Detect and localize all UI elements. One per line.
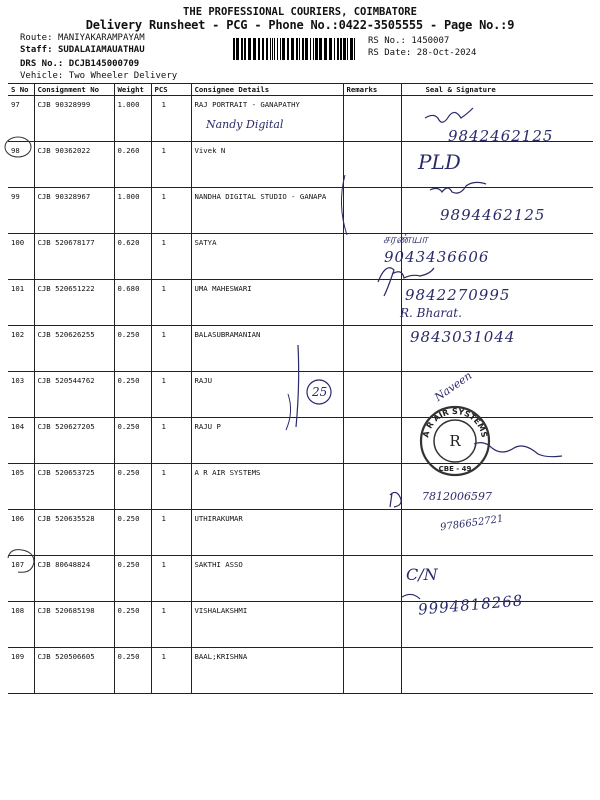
cell-sno: 103	[8, 372, 34, 418]
handwritten-phone: 9842462125	[448, 127, 554, 145]
cell-consignment: CJB 90362022	[34, 142, 114, 188]
cell-consignee: VISHALAKSHMI	[191, 602, 343, 648]
handwritten-name: சரண்யா	[383, 232, 428, 246]
cell-remarks	[343, 464, 401, 510]
cell-weight: 0.250	[114, 418, 151, 464]
barcode-bar	[354, 38, 355, 60]
route-value: MANIYAKARAMPAYAM	[57, 33, 145, 43]
cell-remarks	[343, 510, 401, 556]
cell-pcs: 1	[151, 510, 191, 556]
circled-number: 25	[312, 385, 328, 399]
staff-line: Staff: SUDALAIAMAUATHAU	[20, 45, 145, 55]
barcode-bar	[272, 38, 273, 60]
cell-consignment: CJB 90328999	[34, 96, 114, 142]
cell-consignee: SAKTHI ASSO	[191, 556, 343, 602]
cell-consignment: CJB 520653725	[34, 464, 114, 510]
barcode-bar	[244, 38, 246, 60]
cell-pcs: 1	[151, 188, 191, 234]
cell-sno: 102	[8, 326, 34, 372]
cell-remarks	[343, 418, 401, 464]
cell-pcs: 1	[151, 648, 191, 694]
cell-pcs: 1	[151, 602, 191, 648]
barcode-bar	[340, 38, 342, 60]
cell-consignment: CJB 520544762	[34, 372, 114, 418]
handwritten-phone: 9994818268	[417, 591, 525, 619]
col-pcs: PCS	[151, 84, 191, 96]
cell-weight: 0.250	[114, 372, 151, 418]
cell-consignee: RAJU	[191, 372, 343, 418]
barcode-bar	[233, 38, 235, 60]
col-consignment: Consignment No	[34, 84, 114, 96]
handwritten-note: C/N	[406, 565, 438, 584]
cell-remarks	[343, 96, 401, 142]
handwritten-phone: 9043436606	[384, 248, 490, 266]
cell-sno: 107	[8, 556, 34, 602]
col-sno: S No	[8, 84, 34, 96]
barcode-bar	[241, 38, 243, 60]
cell-sno: 108	[8, 602, 34, 648]
handwritten-phone: 9894462125	[440, 206, 546, 224]
barcode-bar	[277, 38, 278, 60]
barcode-bar	[258, 38, 260, 60]
barcode-bar	[299, 38, 300, 60]
cell-weight: 0.250	[114, 648, 151, 694]
cell-weight: 0.680	[114, 280, 151, 326]
cell-consignment: CJB 520626255	[34, 326, 114, 372]
cell-consignment: CJB 80648824	[34, 556, 114, 602]
barcode-bar	[282, 38, 285, 60]
handwritten-note: PLD	[418, 150, 461, 174]
cell-weight: 0.250	[114, 464, 151, 510]
handwritten-note: Naveen	[432, 368, 475, 405]
cell-sno: 100	[8, 234, 34, 280]
cell-sno: 106	[8, 510, 34, 556]
cell-pcs: 1	[151, 372, 191, 418]
staff-value: SUDALAIAMAUATHAU	[57, 45, 145, 55]
cell-pcs: 1	[151, 142, 191, 188]
cell-pcs: 1	[151, 418, 191, 464]
barcode	[233, 38, 357, 60]
cell-consignee: UMA MAHESWARI	[191, 280, 343, 326]
cell-weight: 0.620	[114, 234, 151, 280]
cell-consignee: A R AIR SYSTEMS	[191, 464, 343, 510]
handwritten-phone: 9786652721	[439, 513, 505, 534]
cell-weight: 0.250	[114, 510, 151, 556]
rs-no-value: 1450007	[411, 36, 450, 46]
cell-consignment: CJB 520678177	[34, 234, 114, 280]
cell-weight: 0.250	[114, 326, 151, 372]
rs-date-line: RS Date: 28-Oct-2024	[368, 48, 477, 58]
barcode-bar	[343, 38, 346, 60]
cell-remarks	[343, 648, 401, 694]
cell-sno: 109	[8, 648, 34, 694]
barcode-bar	[253, 38, 256, 60]
cell-sno: 105	[8, 464, 34, 510]
cell-sno: 97	[8, 96, 34, 142]
cell-sno: 98	[8, 142, 34, 188]
cell-consignment: CJB 520506605	[34, 648, 114, 694]
cell-weight: 0.250	[114, 602, 151, 648]
cell-weight: 1.000	[114, 96, 151, 142]
cell-remarks	[343, 280, 401, 326]
table-row	[8, 234, 593, 280]
cell-pcs: 1	[151, 556, 191, 602]
cell-pcs: 1	[151, 464, 191, 510]
company-title: THE PROFESSIONAL COURIERS, COIMBATORE	[183, 6, 417, 18]
barcode-bar	[315, 38, 318, 60]
barcode-bar	[313, 38, 314, 60]
barcode-bar	[280, 38, 281, 60]
handwritten-phone: 7812006597	[422, 490, 492, 503]
cell-sno: 104	[8, 418, 34, 464]
cell-consignee: BALASUBRAMANIAN	[191, 326, 343, 372]
cell-signature	[401, 648, 593, 694]
vehicle-line: Vehicle: Two Wheeler Delivery	[20, 71, 178, 81]
handwritten-name: R. Bharat.	[400, 306, 462, 320]
barcode-bar	[347, 38, 348, 60]
col-weight: Weight	[114, 84, 151, 96]
cell-weight: 0.250	[114, 556, 151, 602]
seal-center: R	[449, 432, 461, 450]
cell-pcs: 1	[151, 280, 191, 326]
cell-remarks	[343, 556, 401, 602]
cell-consignee: UTHIRAKUMAR	[191, 510, 343, 556]
barcode-bar	[329, 38, 332, 60]
cell-remarks	[343, 326, 401, 372]
drs-value: DCJB145000709	[68, 59, 140, 69]
cell-consignment: CJB 520685198	[34, 602, 114, 648]
table-row	[8, 418, 593, 464]
table-row	[8, 648, 593, 694]
cell-pcs: 1	[151, 96, 191, 142]
barcode-bar	[236, 38, 239, 60]
barcode-bar	[334, 38, 335, 60]
barcode-bar	[287, 38, 289, 60]
table-row	[8, 510, 593, 556]
cell-pcs: 1	[151, 234, 191, 280]
col-consignee: Consignee Details	[191, 84, 343, 96]
cell-consignment: CJB 520627205	[34, 418, 114, 464]
table-header-row	[8, 84, 593, 96]
barcode-bar	[319, 38, 322, 60]
barcode-bar	[270, 38, 271, 60]
barcode-bar	[305, 38, 308, 60]
cell-consignee: RAJ PORTRAIT - GANAPATHY	[191, 96, 343, 142]
barcode-bar	[350, 38, 353, 60]
route-line: Route: MANIYAKARAMPAYAM	[20, 33, 145, 43]
cell-weight: 0.260	[114, 142, 151, 188]
barcode-bar	[302, 38, 304, 60]
cell-consignee: Vivek N	[191, 142, 343, 188]
barcode-bar	[266, 38, 268, 60]
barcode-bar	[262, 38, 264, 60]
cell-consignment: CJB 90328967	[34, 188, 114, 234]
cell-consignment: CJB 520651222	[34, 280, 114, 326]
table-row	[8, 142, 593, 188]
barcode-bar	[248, 38, 251, 60]
barcode-bar	[337, 38, 339, 60]
cell-consignee: RAJU P	[191, 418, 343, 464]
barcode-bar	[274, 38, 275, 60]
seal-bottom: CBE - 49	[438, 465, 472, 473]
handwritten-note: Nandy Digital	[206, 118, 284, 131]
table-row	[8, 372, 593, 418]
cell-remarks	[343, 602, 401, 648]
cell-sno: 99	[8, 188, 34, 234]
cell-remarks	[343, 142, 401, 188]
handwritten-phone: 9842270995	[405, 286, 511, 304]
vehicle-value: Two Wheeler Delivery	[68, 71, 178, 81]
cell-pcs: 1	[151, 326, 191, 372]
seal-text: A R AIR SYSTEMS	[421, 406, 489, 439]
cell-consignee: BAAL;KRISHNA	[191, 648, 343, 694]
cell-weight: 1.000	[114, 188, 151, 234]
barcode-bar	[291, 38, 294, 60]
barcode-bar	[310, 38, 311, 60]
cell-consignee: SATYA	[191, 234, 343, 280]
rs-date-value: 28-Oct-2024	[416, 48, 477, 58]
runsheet-subtitle: Delivery Runsheet - PCG - Phone No.:0422-3505555 - Page No.:9	[85, 18, 515, 32]
cell-remarks	[343, 188, 401, 234]
cell-consignment: CJB 520635528	[34, 510, 114, 556]
col-signature: Seal & Signature	[401, 84, 593, 96]
cell-sno: 101	[8, 280, 34, 326]
table-row	[8, 464, 593, 510]
company-seal	[418, 404, 492, 478]
col-remarks: Remarks	[343, 84, 401, 96]
barcode-bar	[296, 38, 298, 60]
cell-consignee: NANDHA DIGITAL STUDIO - GANAPA	[191, 188, 343, 234]
handwritten-phone: 9843031044	[410, 328, 516, 346]
cell-remarks	[343, 372, 401, 418]
drs-line: DRS No.: DCJB145000709	[20, 59, 140, 69]
barcode-bar	[324, 38, 327, 60]
rs-no-line: RS No.: 1450007	[368, 36, 450, 46]
